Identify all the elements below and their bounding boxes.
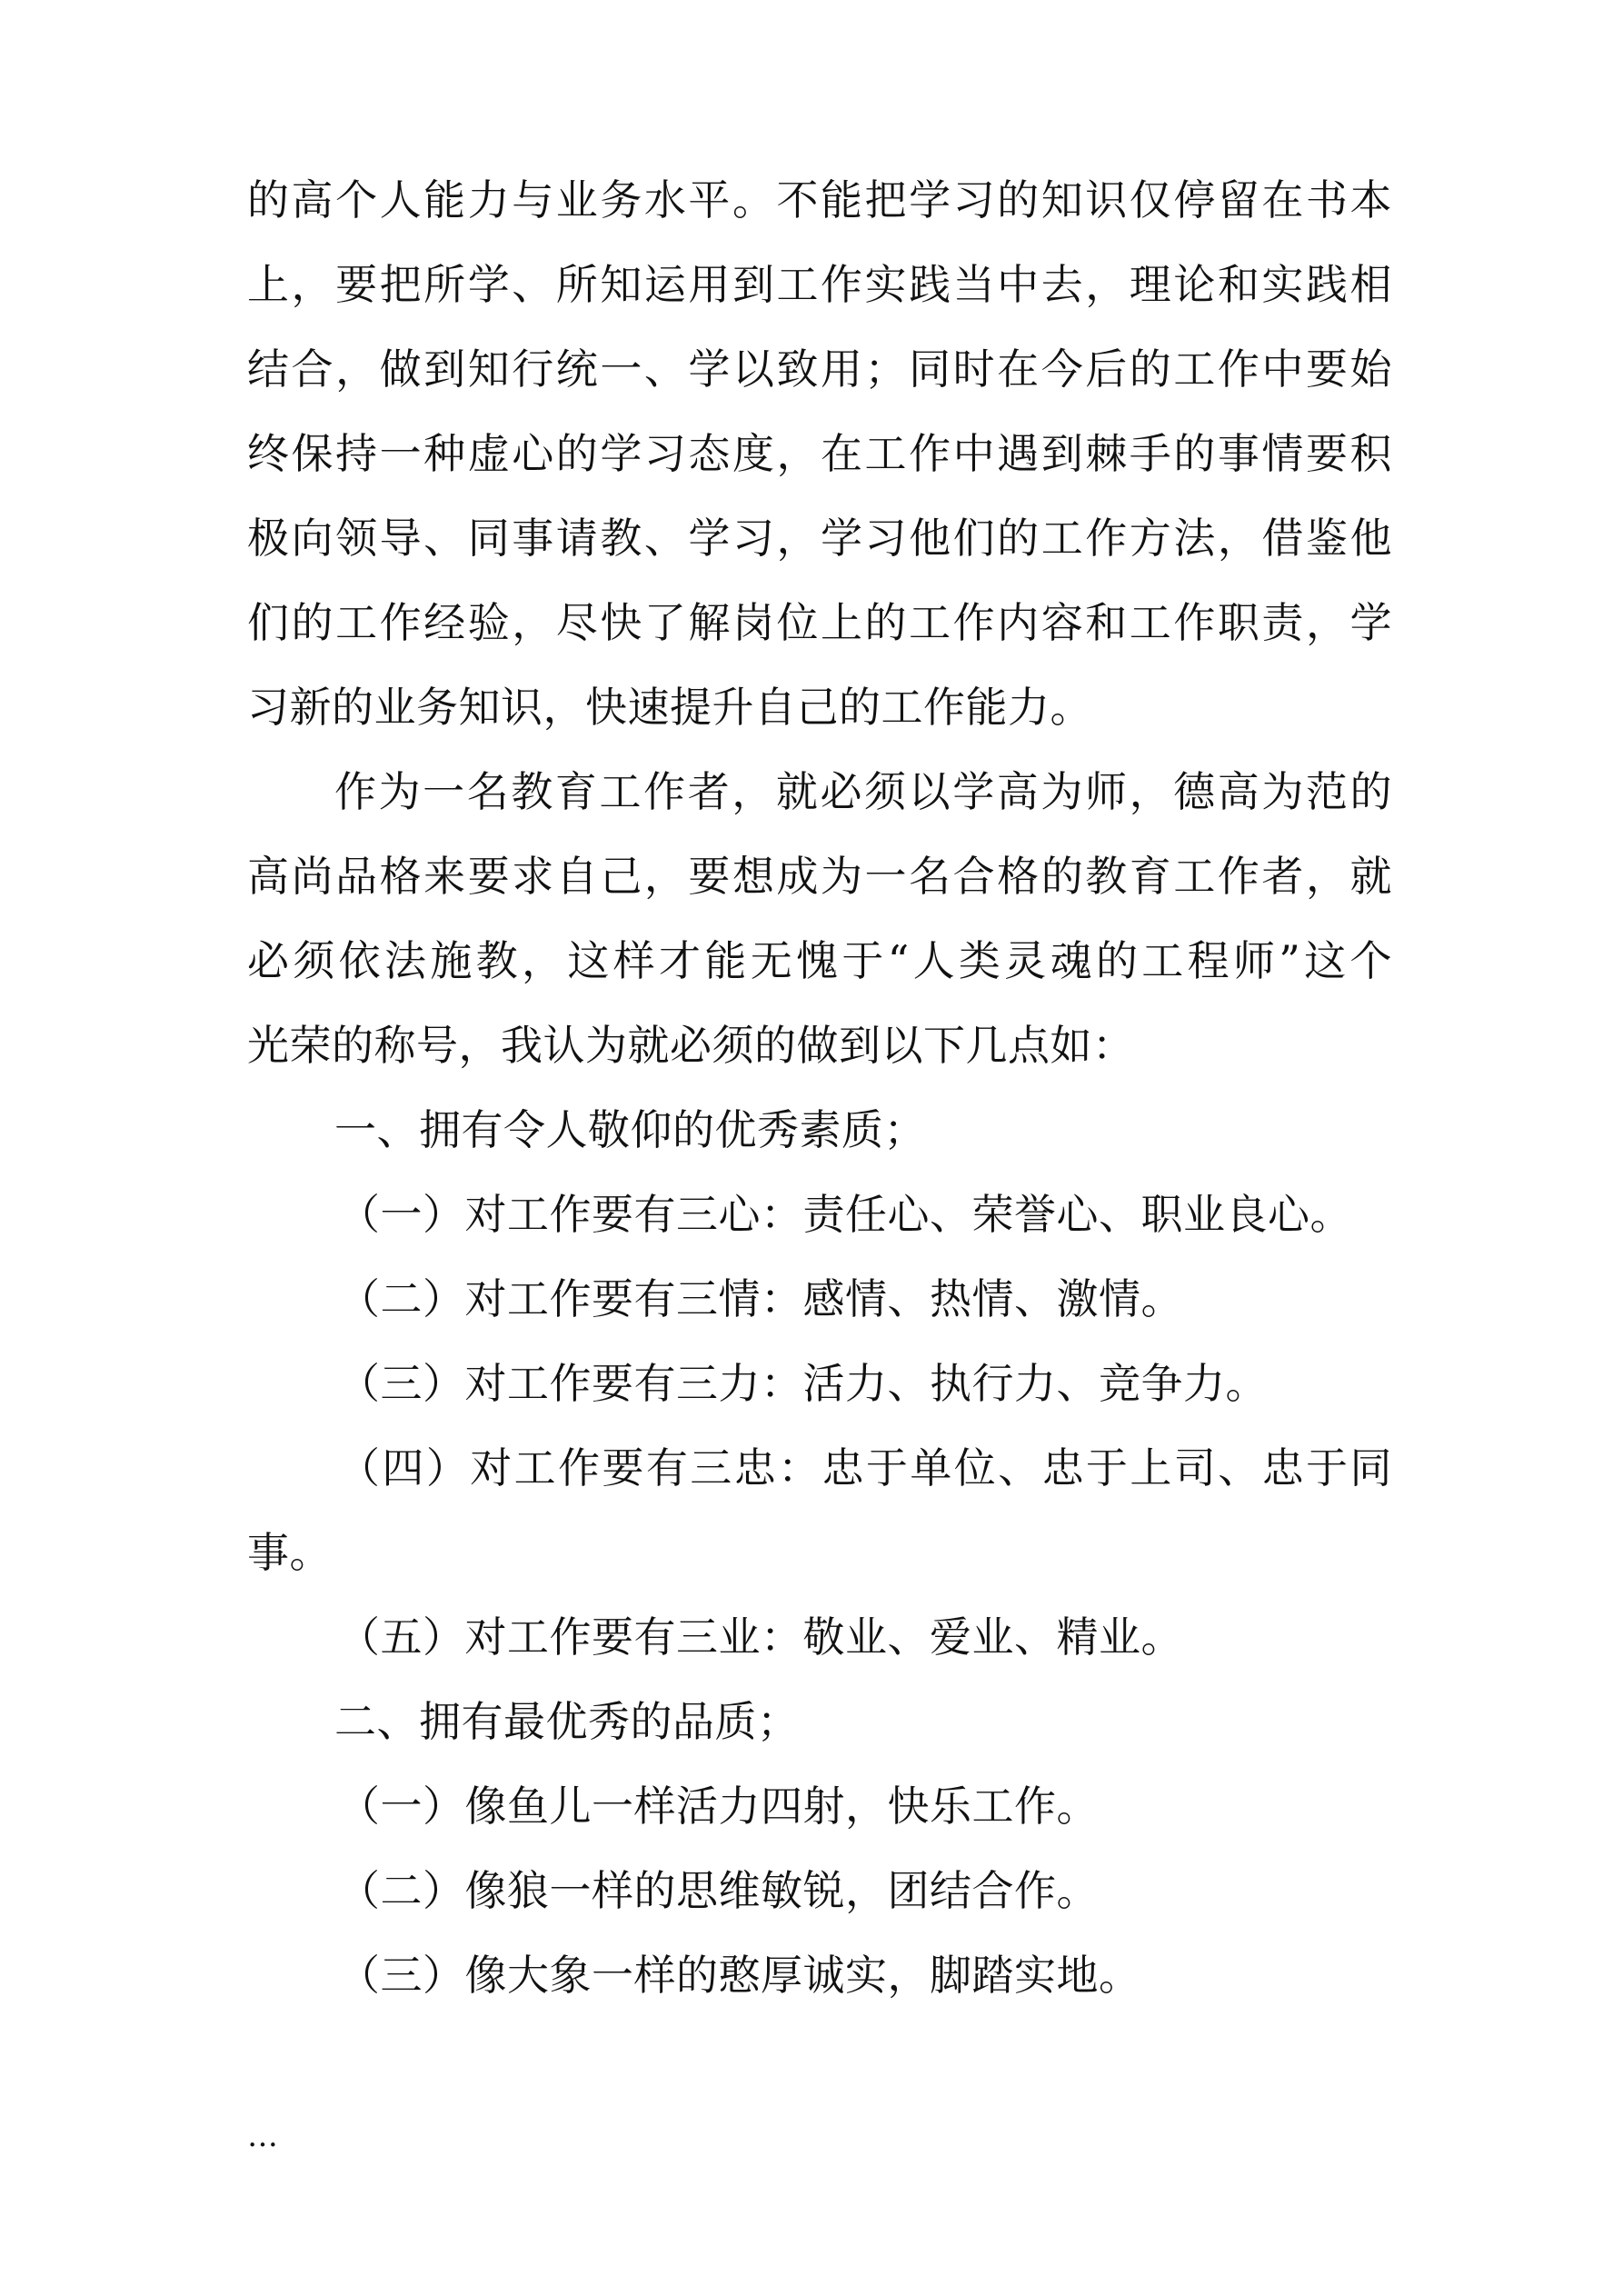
list-item: （一）对工作要有三心：责任心、荣誉心、职业良心。: [338, 1190, 1352, 1239]
section-heading: 二、拥有最优秀的品质；: [334, 1697, 800, 1746]
section-heading: 一、拥有令人敬仰的优秀素质；: [334, 1105, 926, 1154]
paragraph-line: 们的工作经验，尽快了解岗位上的工作内容和工作职责，学: [247, 598, 1392, 647]
list-item-continuation: 事。: [247, 1528, 332, 1577]
list-item: （二）像狼一样的思维敏锐，团结合作。: [338, 1866, 1099, 1915]
paragraph-line: 终保持一种虚心的学习态度，在工作中遇到棘手的事情要积: [247, 429, 1392, 478]
paragraph-line: 结合，做到知行统一、学以致用；同时在今后的工作中要始: [247, 344, 1392, 394]
paragraph-line: 必须依法施教，这样才能无愧于“人类灵魂的工程师”这个: [247, 936, 1392, 985]
list-item: （四）对工作要有三忠：忠于单位、忠于上司、忠于同: [338, 1443, 1392, 1492]
list-item: （五）对工作要有三业：敬业、爱业、精业。: [338, 1612, 1183, 1662]
paragraph-line: 的高个人能力与业务水平。不能把学习的知识仅停留在书本: [247, 175, 1392, 225]
paragraph-line: 作为一名教育工作者，就必须以学高为师，德高为范的: [334, 767, 1392, 816]
list-item: （二）对工作要有三情：感情、热情、激情。: [338, 1274, 1183, 1323]
ellipsis-marker: …: [247, 2118, 280, 2154]
paragraph-line: 习新的业务知识，快速提升自己的工作能力。: [247, 683, 1092, 732]
list-item: （三）对工作要有三力：活力、执行力、竞争力。: [338, 1359, 1268, 1408]
list-item: （一）像鱼儿一样活力四射，快乐工作。: [338, 1782, 1099, 1831]
paragraph-line: 极向领导、同事请教、学习，学习他们的工作方法，借鉴他: [247, 514, 1392, 563]
paragraph-line: 上，要把所学、所知运用到工作实践当中去，理论和实践相: [247, 260, 1392, 309]
paragraph-line: 高尚品格来要求自己，要想成为一名合格的教育工作者，就: [247, 852, 1392, 901]
list-item: （三）像大象一样的憨厚诚实，脚踏实地。: [338, 1951, 1141, 2000]
paragraph-line: 光荣的称号，我认为就必须的做到以下几点如：: [247, 1021, 1135, 1070]
